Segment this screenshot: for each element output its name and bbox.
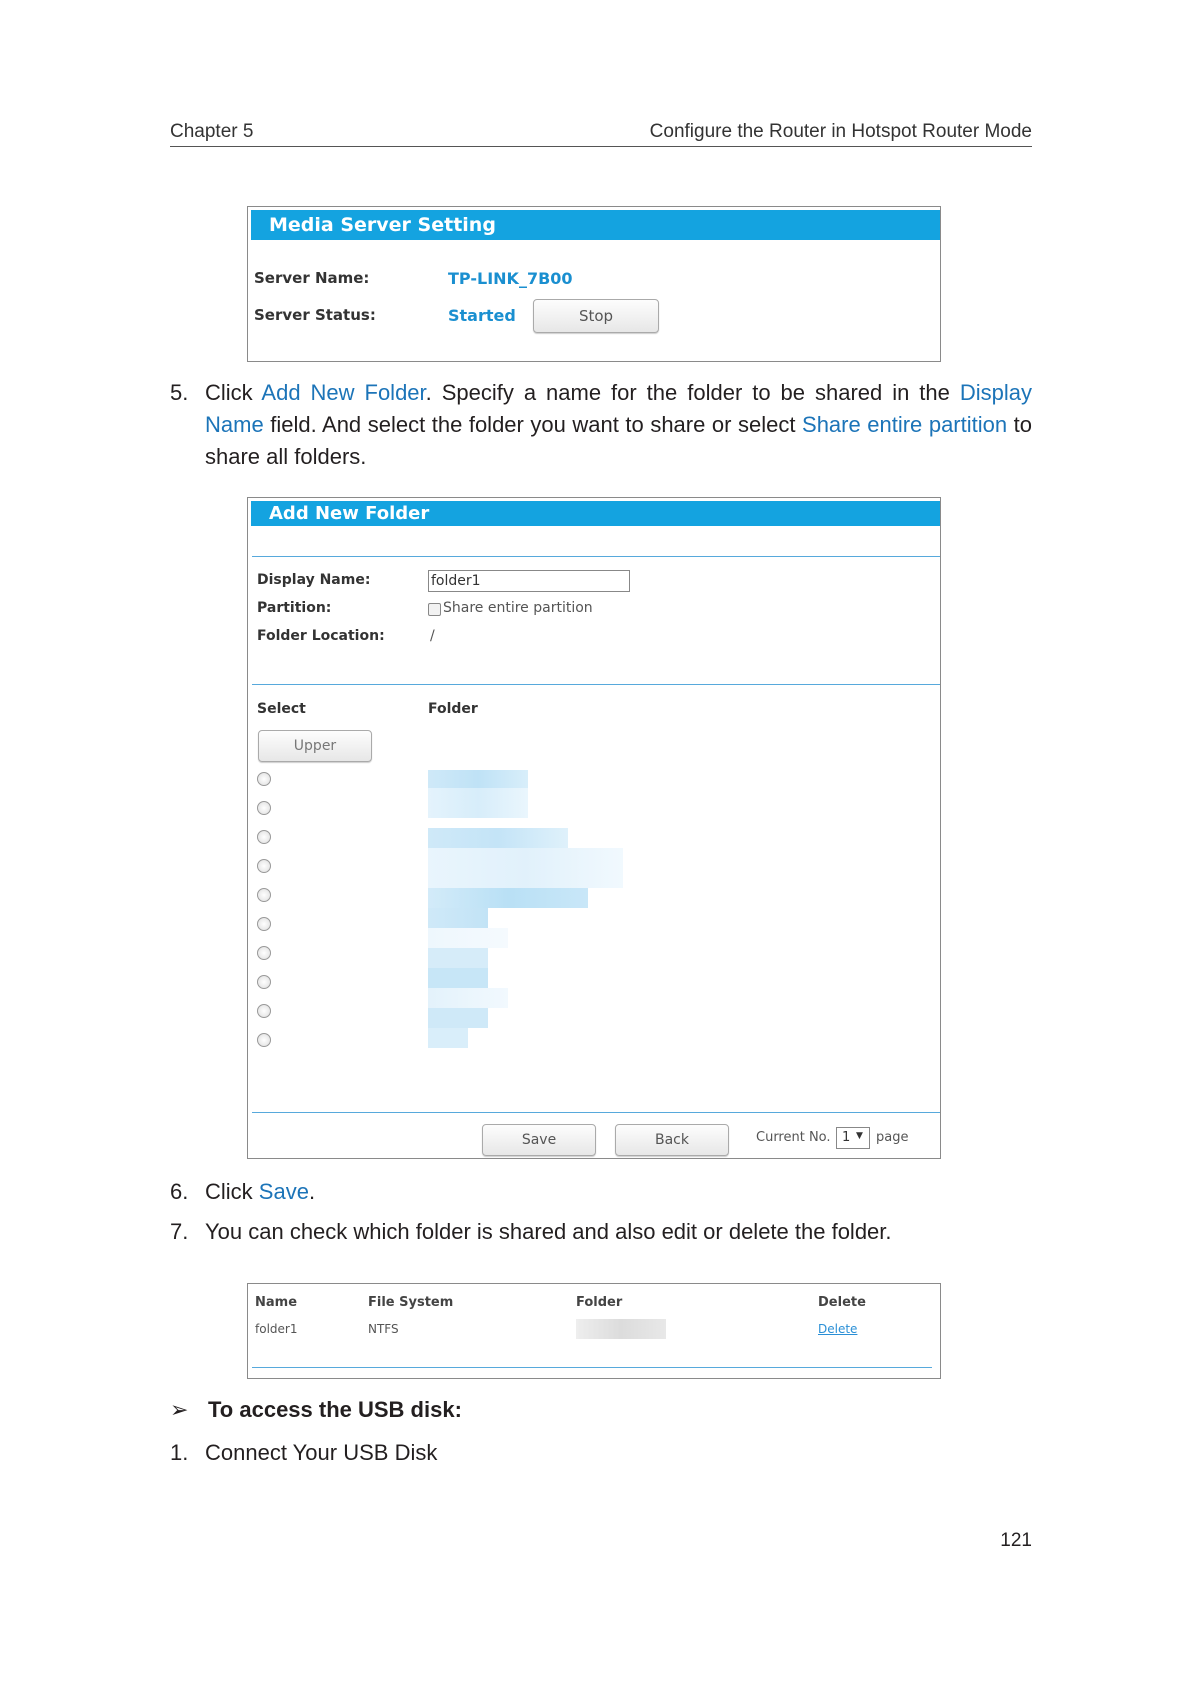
share-entire-partition-link: Share entire partition — [802, 412, 1008, 437]
server-name-label: Server Name: — [254, 269, 370, 287]
table-header-file-system: File System — [368, 1295, 454, 1310]
step-5-text — [205, 377, 1032, 473]
separator — [252, 684, 940, 685]
step-5-text-part: . Specify a name for the folder to be shared in the — [425, 380, 960, 405]
folder-radio[interactable] — [257, 975, 271, 989]
blurred-folder-name — [428, 908, 488, 928]
step-6-number: 6. — [170, 1179, 189, 1204]
step-7-number: 7. — [170, 1219, 189, 1244]
arrowhead-bullet-icon: ➢ — [170, 1397, 189, 1422]
step-5-text-part: Click — [205, 380, 262, 405]
server-status-label: Server Status: — [254, 306, 376, 324]
share-entire-partition-checkbox[interactable] — [428, 603, 441, 616]
display-name-link: Display Name — [205, 380, 1032, 437]
media-server-title: Media Server Setting — [251, 210, 940, 240]
blurred-folder-name — [428, 1028, 468, 1048]
table-cell-name: folder1 — [255, 1322, 298, 1336]
folder-radio[interactable] — [257, 888, 271, 902]
step-6-text-part: . — [308, 1179, 316, 1204]
add-new-folder-panel — [247, 497, 941, 1159]
separator — [252, 1112, 940, 1113]
folder-radio[interactable] — [257, 772, 271, 786]
chevron-down-icon: ▼ — [856, 1131, 863, 1141]
folder-location-value: / — [430, 628, 435, 644]
blurred-folder-path — [576, 1319, 666, 1339]
table-header-delete: Delete — [818, 1295, 866, 1310]
step-6-text-part: Click — [205, 1179, 259, 1204]
folder-radio[interactable] — [257, 1033, 271, 1047]
folder-radio[interactable] — [257, 830, 271, 844]
folder-radio[interactable] — [257, 801, 271, 815]
blurred-folder-name — [428, 788, 528, 818]
server-status-value: Started — [448, 306, 516, 325]
add-folder-title: Add New Folder — [251, 501, 940, 526]
step-5-text-part: to share all folders. — [205, 412, 1032, 469]
select-column-header: Select — [257, 701, 306, 717]
page-label: page — [876, 1130, 909, 1145]
step-5-text-part: field. And select the folder you want to share or select — [263, 412, 803, 437]
folder-radio[interactable] — [257, 946, 271, 960]
step-6-text — [205, 1176, 1032, 1208]
blurred-folder-name — [428, 848, 623, 888]
display-name-label: Display Name: — [257, 572, 371, 588]
usb-step-1-text: Connect Your USB Disk — [205, 1440, 438, 1465]
step-5-number: 5. — [170, 380, 189, 405]
blurred-folder-name — [428, 770, 528, 788]
folder-location-label: Folder Location: — [257, 628, 385, 644]
server-name-value: TP-LINK_7B00 — [448, 269, 573, 288]
save-button[interactable]: Save — [482, 1124, 596, 1156]
folder-radio[interactable] — [257, 917, 271, 931]
delete-link[interactable]: Delete — [818, 1322, 858, 1336]
step-6 — [170, 1176, 1032, 1208]
usb-step-1-number: 1. — [170, 1440, 189, 1465]
separator — [252, 556, 940, 557]
page-number: 121 — [1000, 1530, 1032, 1551]
current-page-select[interactable] — [836, 1127, 870, 1149]
table-cell-file-system: NTFS — [368, 1322, 399, 1336]
usb-step-1 — [170, 1437, 1032, 1469]
partition-label: Partition: — [257, 600, 332, 616]
share-entire-partition-label: Share entire partition — [443, 600, 593, 616]
blurred-folder-name — [428, 888, 588, 908]
folder-column-header: Folder — [428, 701, 478, 717]
folder-radio[interactable] — [257, 859, 271, 873]
blurred-folder-name — [428, 988, 508, 1008]
blurred-folder-name — [428, 828, 568, 848]
blurred-folder-name — [428, 948, 488, 968]
separator — [252, 1367, 932, 1368]
upper-button[interactable]: Upper — [258, 730, 372, 762]
usb-heading-text: To access the USB disk: — [208, 1397, 462, 1422]
table-header-folder: Folder — [576, 1295, 623, 1310]
current-no-label: Current No. — [756, 1130, 831, 1145]
add-new-folder-link: Add New Folder — [261, 380, 426, 405]
shared-folder-table — [247, 1283, 941, 1379]
media-server-panel — [247, 206, 941, 362]
table-header-name: Name — [255, 1295, 298, 1310]
current-page-value: 1 — [842, 1130, 851, 1145]
step-7 — [170, 1216, 1032, 1248]
stop-button[interactable]: Stop — [533, 299, 659, 333]
chapter-label: Chapter 5 — [170, 121, 254, 142]
section-title: Configure the Router in Hotspot Router Mode — [649, 121, 1032, 142]
back-button[interactable]: Back — [615, 1124, 729, 1156]
page-header — [170, 118, 1032, 147]
step-5 — [170, 377, 1032, 477]
folder-radio[interactable] — [257, 1004, 271, 1018]
save-link: Save — [258, 1179, 309, 1204]
step-7-text: You can check which folder is shared and also edit or delete the folder. — [205, 1219, 892, 1244]
display-name-field[interactable] — [428, 570, 630, 592]
blurred-folder-name — [428, 1008, 488, 1028]
blurred-folder-name — [428, 968, 488, 988]
blurred-folder-name — [428, 928, 508, 948]
